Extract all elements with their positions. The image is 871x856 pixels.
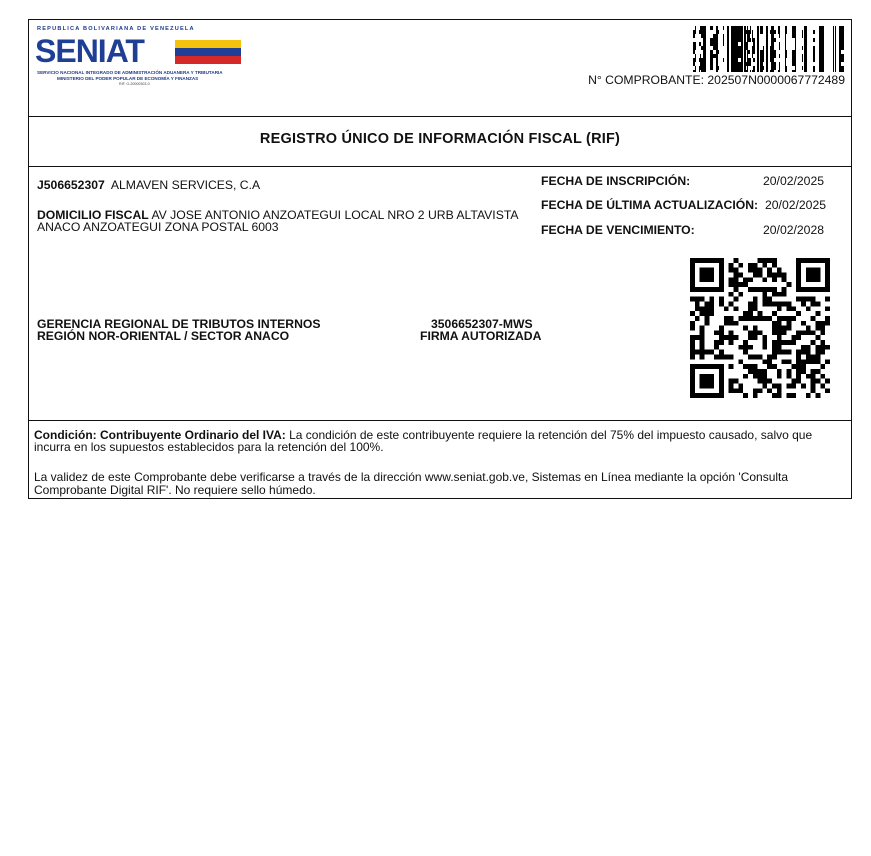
domicilio-label: DOMICILIO FISCAL [37,208,149,222]
office-line-2: REGIÓN NOR-ORIENTAL / SECTOR ANACO [37,329,290,343]
signature-label: FIRMA AUTORIZADA [420,329,542,343]
logo-line-3: RIF. G-20000303-0 [119,82,150,86]
logo-wordmark: SENIAT [35,33,144,69]
barcode-icon [693,26,845,72]
document-title: REGISTRO ÚNICO DE INFORMACIÓN FISCAL (RIF) [259,131,621,147]
office-line-1: GERENCIA REGIONAL DE TRIBUTOS INTERNOS [37,317,321,331]
logo-line-1: SERVICIO NACIONAL INTEGRADO DE ADMINISTRACIÓN ADUANERA Y TRIBUTARIA [37,70,223,75]
validez-line-2: Comprobante Digital RIF'. No requiere sello húmedo. [34,483,316,497]
domicilio-address: AV JOSE ANTONIO ANZOATEGUI LOCAL NRO 2 URB ALTAVISTA [151,208,519,222]
comprobante-number [588,73,845,87]
domicilio-line-2: ANACO ANZOATEGUI ZONA POSTAL 6003 [37,220,279,234]
qr-code-icon [690,258,830,398]
condicion-text: La condición de este contribuyente requiere la retención del 75% del impuesto causado, salvo que [289,428,813,442]
comprobante-value: 202507N0000067772489 [707,73,845,87]
logo-top-line: REPUBLICA BOLIVARIANA DE VENEZUELA [37,26,195,32]
taxpayer-line [37,179,260,191]
vencimiento-date: 20/02/2028 [763,223,824,237]
taxpayer-section [29,166,851,421]
validez-line-1: La validez de este Comprobante debe verificarse a través de la dirección www.seniat.gob.ve, Sistemas en Línea mediante la opción 'Consulta [34,470,789,484]
comprobante-label: N° COMPROBANTE: [588,73,705,87]
actualizacion-date: 20/02/2025 [765,198,826,212]
inscripcion-date: 20/02/2025 [763,174,824,188]
seniat-logo [35,26,245,84]
certificate-header [29,20,851,117]
title-bar [29,116,851,167]
taxpayer-name: ALMAVEN SERVICES, C.A [110,178,261,192]
condicion-line-2: incurra en los supuestos establecidos para la retención del 100%. [34,440,384,454]
signature-code: 3506652307-MWS [431,317,533,331]
rif-number: J506652307 [37,178,105,192]
inscripcion-label: FECHA DE INSCRIPCIÓN: [541,174,691,188]
actualizacion-label: FECHA DE ÚLTIMA ACTUALIZACIÓN: [541,198,759,212]
rif-certificate [28,19,852,499]
condicion-label: Condición: Contribuyente Ordinario del IVA: [34,428,286,442]
vencimiento-label: FECHA DE VENCIMIENTO: [541,223,695,237]
logo-line-2: MINISTERIO DEL PODER POPULAR DE ECONOMÍA Y FINANZAS [57,76,199,81]
venezuela-flag-icon [175,40,241,64]
